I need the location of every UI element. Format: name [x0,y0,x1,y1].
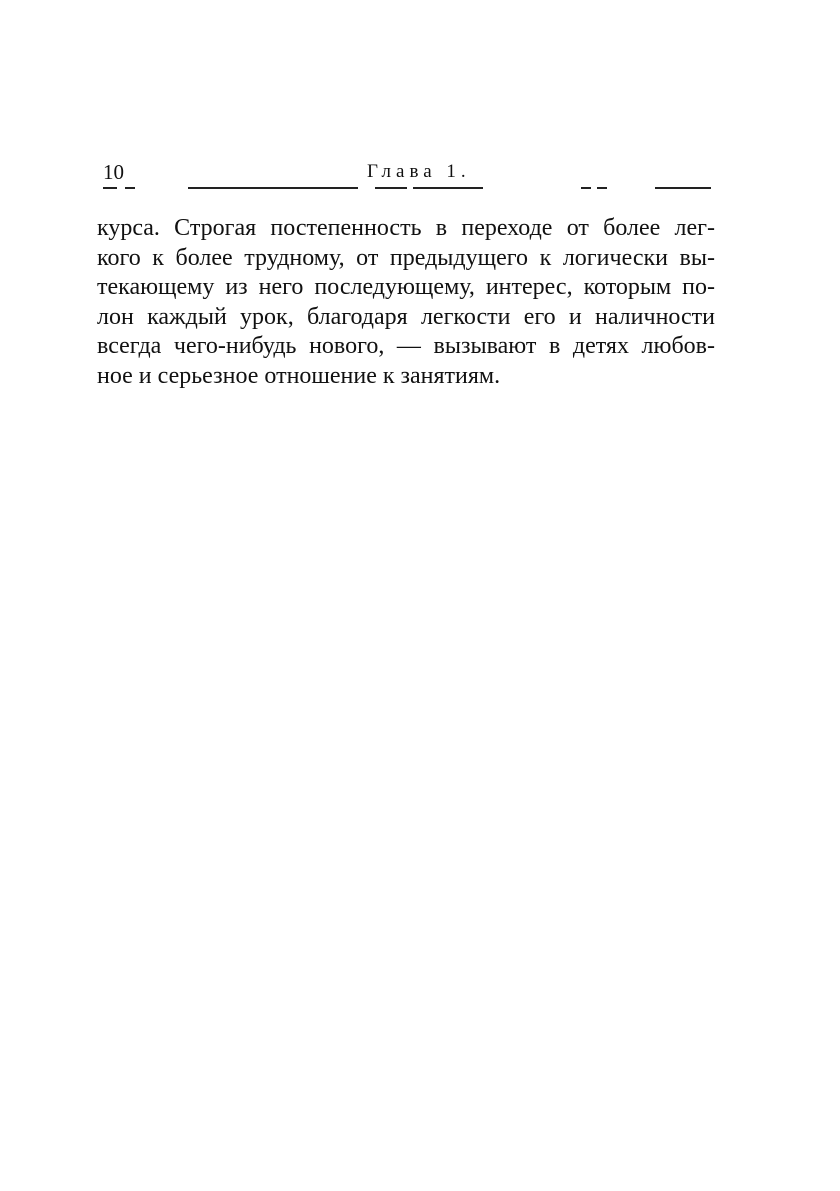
page-number: 10 [103,160,124,184]
header-rule [103,187,715,190]
text-line: курса. Строгая постепенность в переходе от более лег- [97,215,715,241]
body-paragraph [97,214,715,392]
text-line: текающему из него последующему, интерес, которым по- [97,274,715,301]
running-head [103,160,715,192]
text-line: лон каждый урок, благодаря легкости его и наличности [97,303,715,330]
chapter-title: Глава 1. [367,161,471,182]
text-line: всегда чего-нибудь нового, — вызывают в детях любов- [97,333,715,360]
text-line: ное и серьезное отношение к занятиям. [97,362,501,389]
text-line: кого к более трудному, от предыдущего к логически вы- [97,244,715,271]
